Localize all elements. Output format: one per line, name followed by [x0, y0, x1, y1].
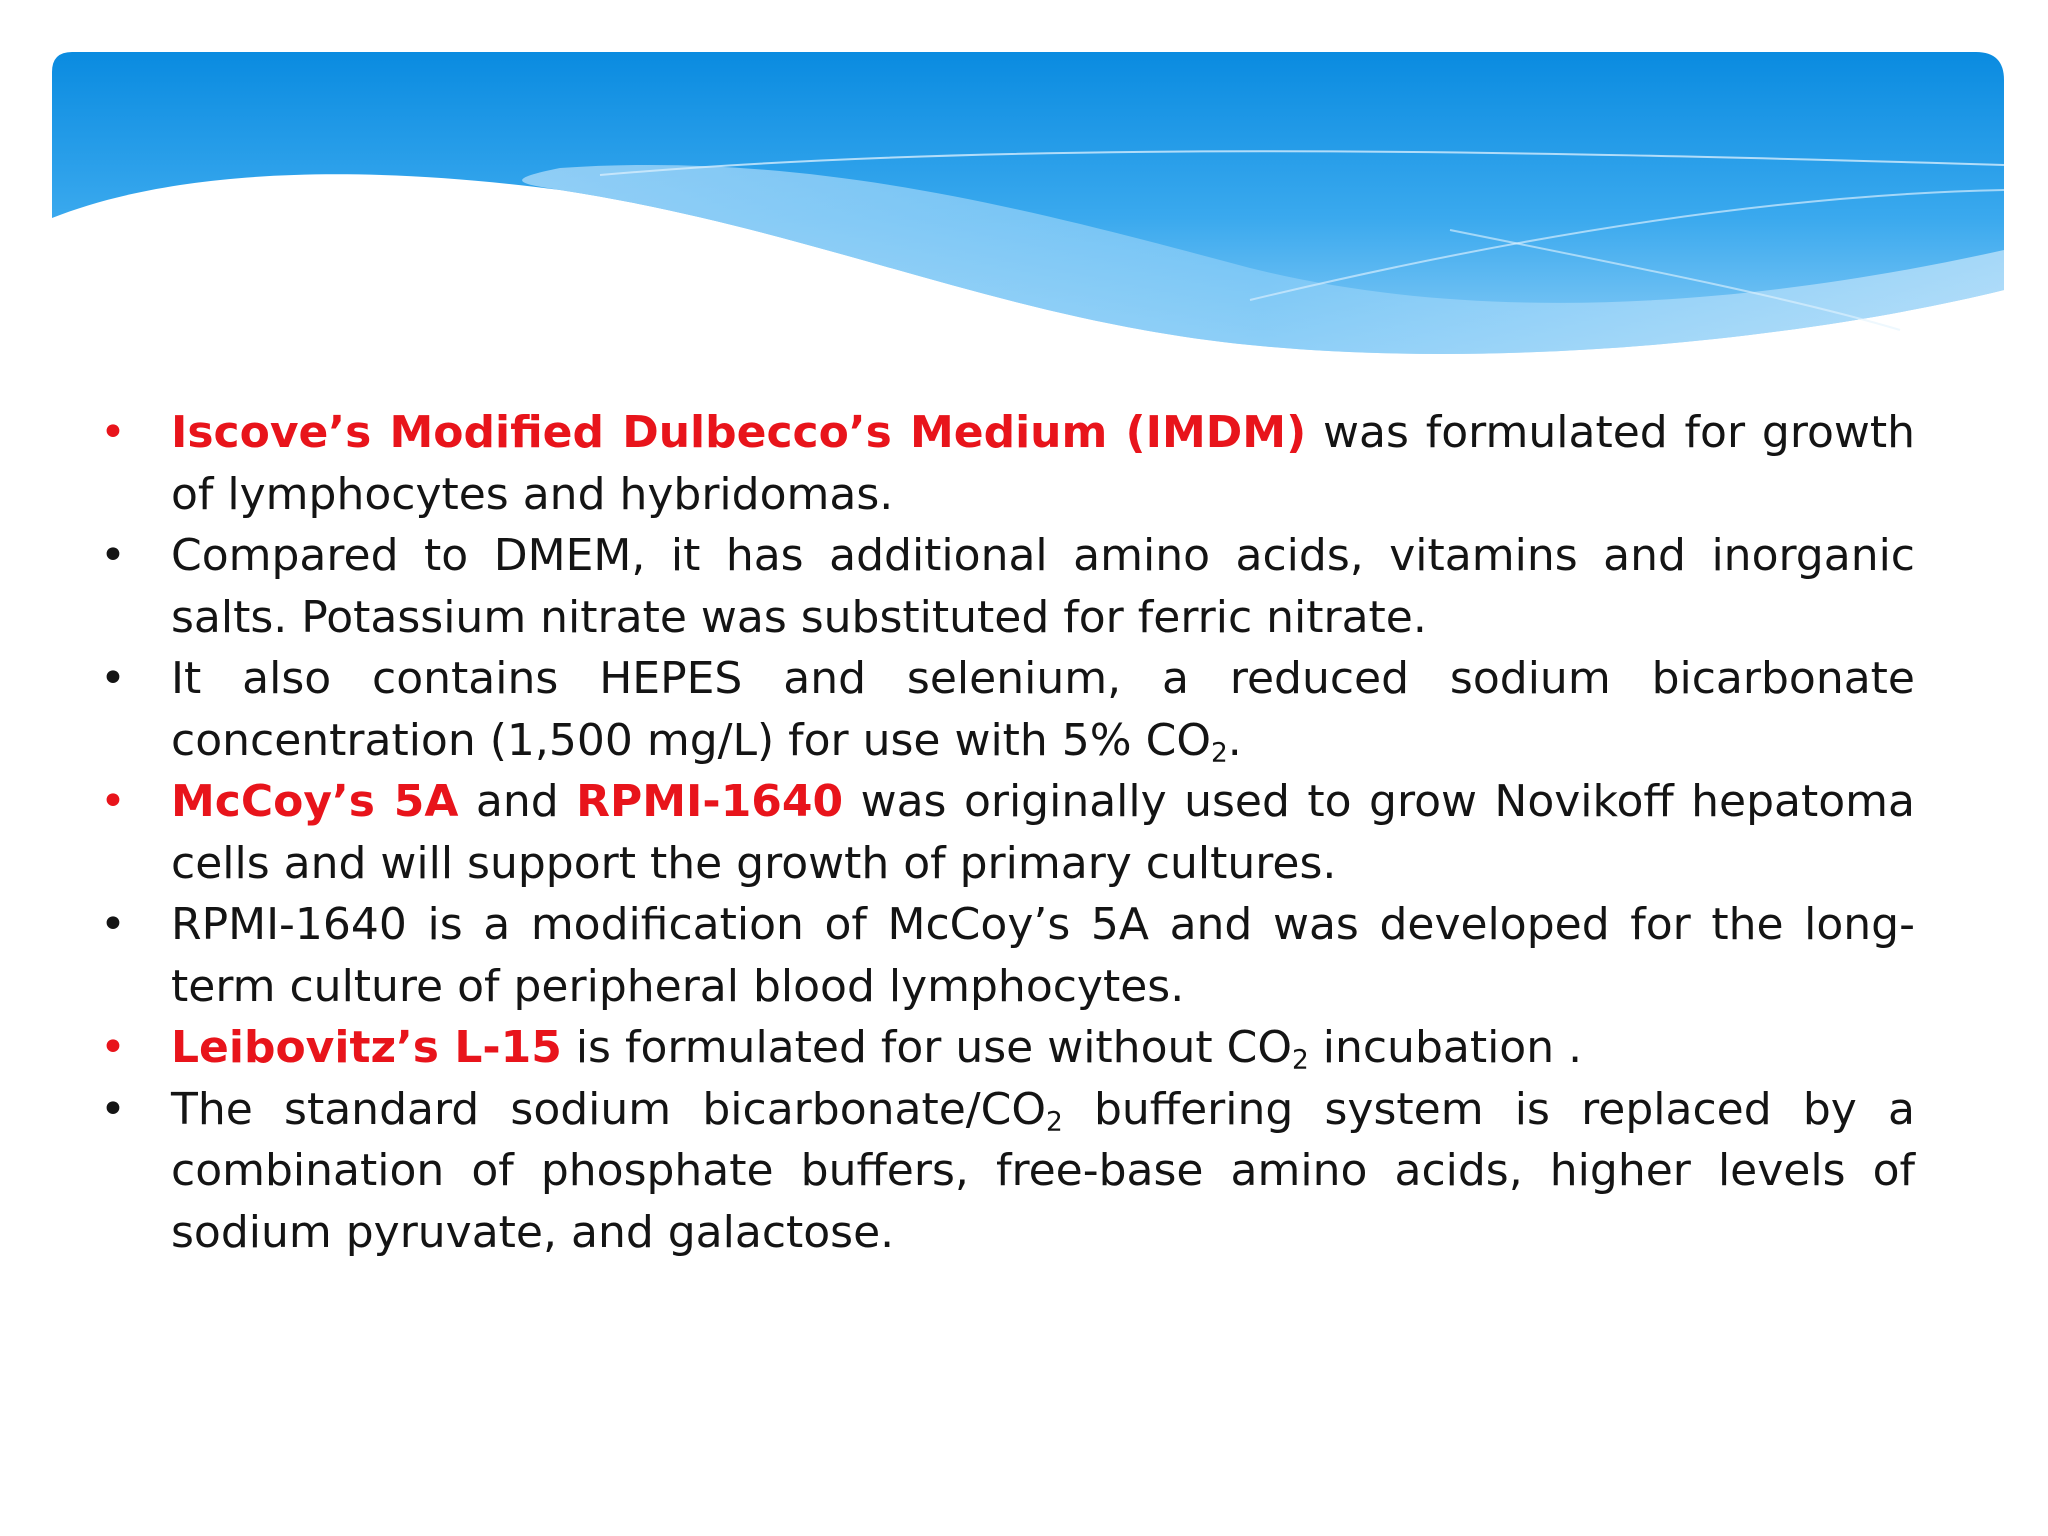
list-item — [100, 402, 1915, 525]
list-item — [100, 1017, 1915, 1079]
item-text: was originally used to grow Novikoff hepatoma cells and will support the growth of primary cultures. — [171, 776, 1915, 889]
bullet-glyph: • — [100, 1022, 126, 1073]
list-item — [100, 771, 1915, 894]
item-text: It also contains HEPES and selenium, a reduced sodium bicarbonate concentration (1,500 mg/L) for use with 5% CO — [171, 653, 1915, 766]
item-text: . — [1227, 714, 1242, 766]
bullet-glyph: • — [100, 776, 126, 827]
item-text: is formulated for use without CO — [561, 1022, 1292, 1073]
list-item — [100, 1079, 1915, 1264]
bullet-glyph: • — [100, 899, 126, 950]
rpmi-highlight: RPMI-1640 — [576, 776, 844, 827]
subscript: 2 — [1210, 737, 1228, 769]
list-item — [100, 525, 1915, 648]
list-item — [100, 648, 1915, 771]
wave-banner — [0, 0, 2048, 380]
item-text: buffering system is replaced by a combination of phosphate buffers, free-base amino acids, higher levels of sodium pyruvate, and galactose. — [171, 1083, 1915, 1258]
bullet-glyph: • — [100, 530, 126, 581]
mccoy-highlight: McCoy’s 5A — [171, 776, 459, 827]
bullet-content — [100, 402, 1915, 1263]
item-text: RPMI-1640 is a modification of McCoy’s 5A and was developed for the long-term culture of peripheral blood lymphocytes. — [171, 899, 1915, 1012]
bullet-glyph: • — [100, 653, 126, 704]
item-text: The standard sodium bicarbonate/CO — [171, 1083, 1046, 1135]
bullet-list — [100, 402, 1915, 1263]
subscript: 2 — [1045, 1106, 1063, 1138]
list-item — [100, 894, 1915, 1017]
item-text: Compared to DMEM, it has additional amino acids, vitamins and inorganic salts. Potassium nitrate was substituted for ferric nitrate. — [171, 530, 1915, 643]
imdm-highlight: Iscove’s Modified Dulbecco’s Medium (IMDM) — [171, 407, 1307, 458]
bullet-glyph: • — [100, 1083, 126, 1135]
leibovitz-highlight: Leibovitz’s L-15 — [171, 1022, 562, 1073]
item-text: incubation . — [1308, 1022, 1583, 1073]
bullet-glyph: • — [100, 407, 126, 458]
item-text: was formulated for growth of lymphocytes and hybridomas. — [171, 407, 1915, 520]
item-text: and — [458, 776, 577, 827]
subscript: 2 — [1291, 1044, 1309, 1076]
